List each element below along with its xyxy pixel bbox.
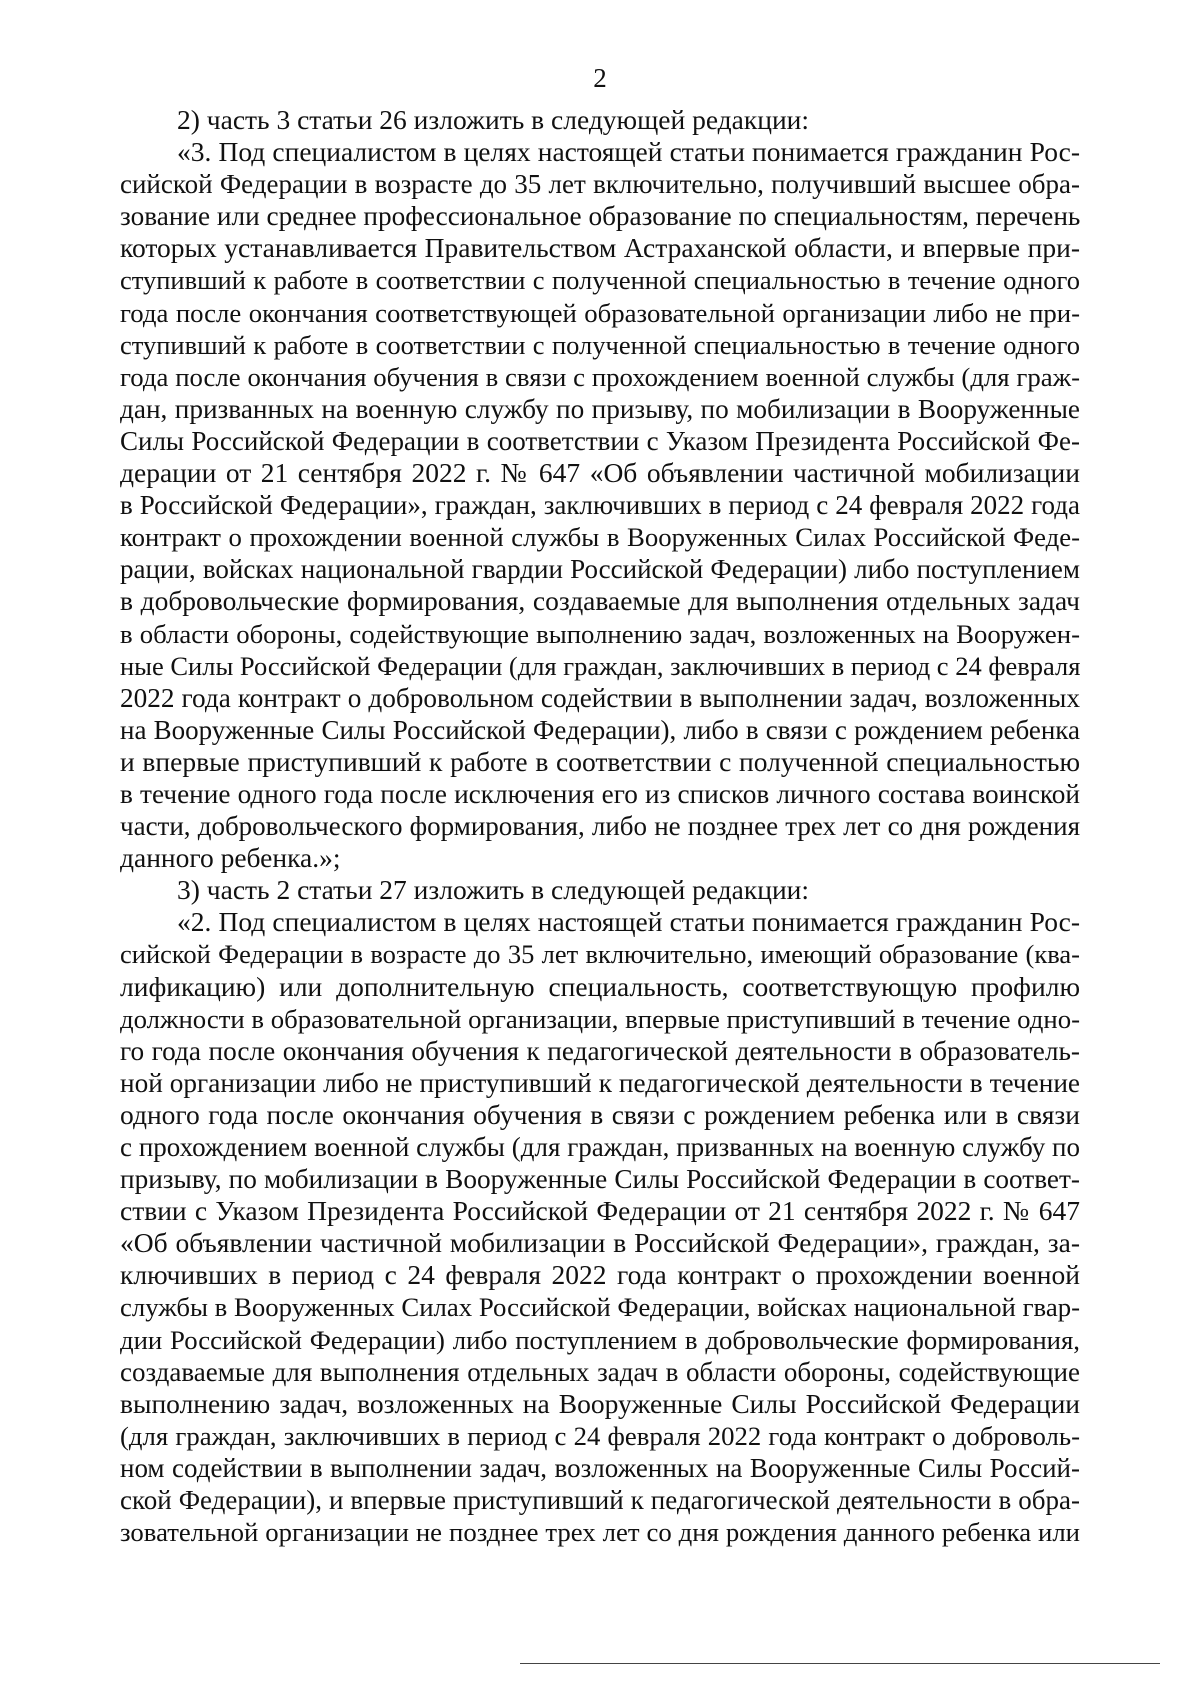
text-line: призыву, по мобилизации в Вооруженные Силы Российской Федерации в соответ-: [120, 1164, 1080, 1195]
text-line: в Российской Федерации», граждан, заключивших в период с 24 февраля 2022 года: [120, 490, 1080, 521]
text-line: 2) часть 3 статьи 26 изложить в следующей редакции:: [177, 104, 810, 135]
bottom-rule: [520, 1663, 1160, 1664]
text-line: рации, войсках национальной гвардии Российской Федерации) либо поступлением: [120, 554, 1080, 585]
text-line: одного года после окончания обучения в связи с рождением ребенка или в связи: [120, 1098, 1080, 1130]
text-line: в добровольческие формирования, создаваемые для выполнения отдельных задач: [120, 585, 1080, 617]
text-line: выполнению задач, возложенных на Вооруженные Силы Российской Федерации: [120, 1387, 1080, 1419]
text-line: службы в Вооруженных Силах Российской Федерации, войсках национальной гвар-: [120, 1292, 1080, 1323]
text-line: должности в образовательной организации, впервые приступивший в течение одно-: [120, 1003, 1080, 1034]
text-line: Силы Российской Федерации в соответствии с Указом Президента Российской Фе-: [120, 425, 1080, 456]
text-line: лификацию) или дополнительную специальность, соответствующую профилю: [120, 970, 1080, 1002]
text-line: зовательной организации не позднее трех лет со дня рождения данного ребенка или: [120, 1517, 1080, 1548]
text-line: «3. Под специалистом в целях настоящей статьи понимается гражданин Рос-: [177, 136, 1080, 168]
text-line: ные Силы Российской Федерации (для граждан, заключивших в период с 24 февраля: [120, 650, 1081, 681]
text-line: зование или среднее профессиональное образование по специальностям, перечень: [120, 201, 1081, 232]
text-line: ном содействии в выполнении задач, возложенных на Вооруженные Силы Россий-: [120, 1452, 1080, 1483]
text-line: ступивший к работе в соответствии с полученной специальностью в течение одного: [120, 329, 1080, 360]
text-line: части, добровольческого формирования, либо не позднее трех лет со дня рождения: [120, 811, 1080, 842]
text-line: в области обороны, содействующие выполнению задач, возложенных на Вооружен-: [120, 618, 1080, 649]
text-line: 3) часть 2 статьи 27 изложить в следующей редакции:: [177, 874, 810, 906]
text-line: сийской Федерации в возрасте до 35 лет включительно, получивший высшее обра-: [120, 169, 1080, 200]
text-line: ской Федерации), и впервые приступивший к педагогической деятельности в обра-: [120, 1485, 1080, 1516]
document-body: [120, 104, 1080, 1548]
text-line: создаваемые для выполнения отдельных задач в области обороны, содействующие: [120, 1356, 1080, 1387]
text-line: в течение одного года после исключения его из списков личного состава воинской: [120, 778, 1080, 809]
text-line: дерации от 21 сентября 2022 г. № 647 «Об объявлении частичной мобилизации: [120, 457, 1080, 489]
text-line: (для граждан, заключивших в период с 24 февраля 2022 года контракт о доброволь-: [120, 1420, 1080, 1451]
text-line: с прохождением военной службы (для граждан, призванных на военную службу по: [120, 1132, 1080, 1162]
paragraph: [120, 104, 1080, 136]
text-line: го года после окончания обучения к педагогической деятельности в образователь-: [120, 1035, 1080, 1066]
text-line: 2022 года контракт о добровольном содействии в выполнении задач, возложенных: [120, 682, 1080, 713]
text-line: на Вооруженные Силы Российской Федерации), либо в связи с рождением ребенка: [120, 714, 1080, 745]
text-line: ной организации либо не приступивший к педагогической деятельности в течение: [120, 1067, 1080, 1098]
text-line: данного ребенка.»;: [120, 842, 341, 874]
text-line: дан, призванных на военную службу по призыву, по мобилизации в Вооруженные: [120, 393, 1080, 424]
text-line: года после окончания соответствующей образовательной организации либо не при-: [120, 297, 1080, 328]
text-line: «2. Под специалистом в целях настоящей статьи понимается гражданин Рос-: [177, 906, 1080, 938]
text-line: ствии с Указом Президента Российской Федерации от 21 сентября 2022 г. № 647: [120, 1195, 1080, 1227]
text-line: сийской Федерации в возрасте до 35 лет включительно, имеющий образование (ква-: [120, 939, 1080, 970]
paragraph: [120, 906, 1080, 1548]
text-line: «Об объявлении частичной мобилизации в Российской Федерации», граждан, за-: [120, 1227, 1080, 1259]
text-line: контракт о прохождении военной службы в Вооруженных Силах Российской Феде-: [120, 522, 1080, 553]
text-line: года после окончания обучения в связи с прохождением военной службы (для граж-: [120, 361, 1080, 392]
text-line: и впервые приступивший к работе в соответствии с полученной специальностью: [120, 745, 1080, 777]
page-number: 2: [593, 63, 607, 93]
text-line: которых устанавливается Правительством Астраханской области, и впервые при-: [120, 232, 1080, 264]
text-line: ключивших в период с 24 февраля 2022 года контракт о прохождении военной: [120, 1259, 1080, 1291]
text-line: дии Российской Федерации) либо поступлением в добровольческие формирования,: [120, 1324, 1080, 1355]
paragraph: [120, 136, 1080, 874]
text-line: ступивший к работе в соответствии с полученной специальностью в течение одного: [120, 265, 1080, 296]
paragraph: [120, 874, 1080, 906]
